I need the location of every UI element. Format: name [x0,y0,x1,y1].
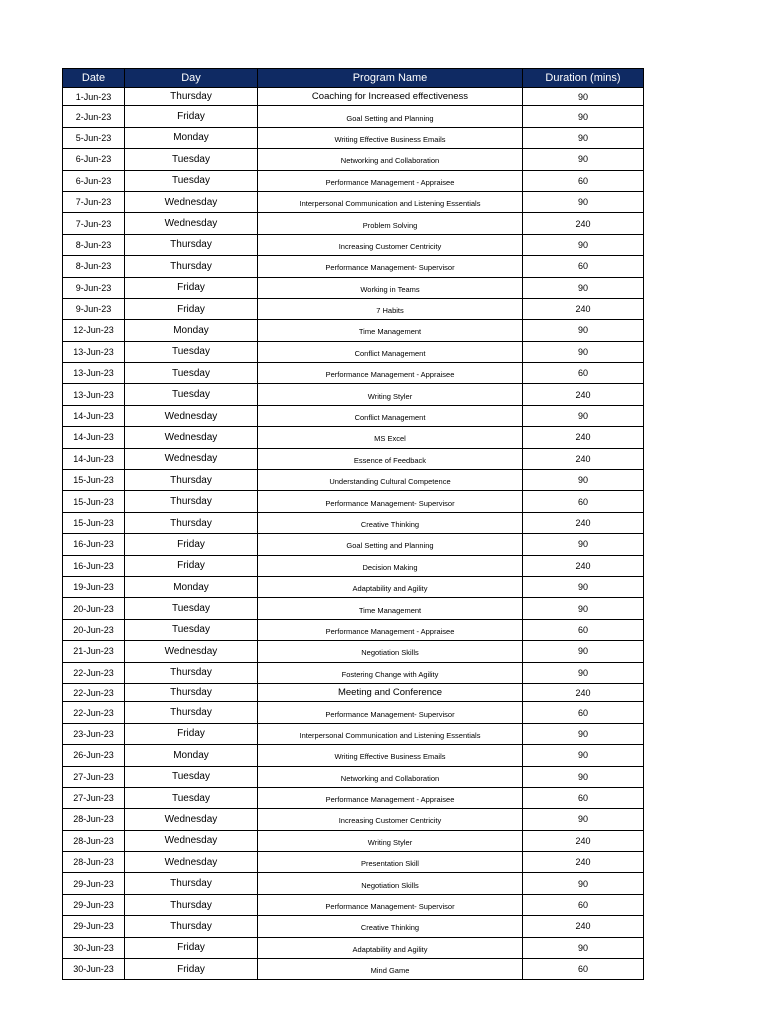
duration-cell: 60 [523,256,644,277]
day-cell: Wednesday [125,448,258,469]
duration-cell: 90 [523,641,644,662]
table-row [63,619,644,640]
date-cell: 20-Jun-23 [63,619,125,640]
day-cell: Friday [125,555,258,576]
day-cell: Thursday [125,491,258,512]
table-row [63,512,644,533]
date-cell: 23-Jun-23 [63,723,125,744]
program-name-cell: Goal Setting and Planning [258,106,523,127]
table-row [63,555,644,576]
date-cell: 15-Jun-23 [63,512,125,533]
date-cell: 6-Jun-23 [63,149,125,170]
program-name-cell: Performance Management- Supervisor [258,256,523,277]
table-row [63,852,644,873]
program-name-cell: MS Excel [258,427,523,448]
duration-cell: 240 [523,683,644,701]
day-cell: Wednesday [125,830,258,851]
program-name-cell: Performance Management- Supervisor [258,894,523,915]
table-row [63,598,644,619]
program-name-cell: Adaptability and Agility [258,937,523,958]
date-cell: 20-Jun-23 [63,598,125,619]
date-cell: 6-Jun-23 [63,170,125,191]
table-row [63,830,644,851]
table-row [63,576,644,597]
date-cell: 22-Jun-23 [63,683,125,701]
training-schedule-table [62,68,644,980]
program-name-cell: Decision Making [258,555,523,576]
table-row [63,766,644,787]
date-cell: 19-Jun-23 [63,576,125,597]
program-name-cell: Problem Solving [258,213,523,234]
date-cell: 29-Jun-23 [63,916,125,937]
day-cell: Thursday [125,683,258,701]
date-cell: 8-Jun-23 [63,256,125,277]
duration-cell: 90 [523,598,644,619]
program-name-cell: Presentation Skill [258,852,523,873]
duration-cell: 90 [523,873,644,894]
table-row [63,662,644,683]
duration-cell: 60 [523,363,644,384]
day-cell: Friday [125,534,258,555]
day-cell: Tuesday [125,363,258,384]
table-row [63,341,644,362]
table-row [63,641,644,662]
duration-cell: 240 [523,512,644,533]
day-cell: Wednesday [125,427,258,448]
program-name-cell: Interpersonal Communication and Listening Essentials [258,723,523,744]
table-row [63,106,644,127]
program-name-cell: Meeting and Conference [258,683,523,701]
program-name-cell: Negotiation Skills [258,641,523,662]
date-cell: 28-Jun-23 [63,809,125,830]
date-cell: 29-Jun-23 [63,894,125,915]
day-cell: Wednesday [125,809,258,830]
date-cell: 30-Jun-23 [63,959,125,980]
table-row [63,127,644,148]
date-cell: 9-Jun-23 [63,298,125,319]
program-name-cell: Networking and Collaboration [258,149,523,170]
day-cell: Thursday [125,916,258,937]
table-row [63,149,644,170]
table-row [63,894,644,915]
day-cell: Friday [125,723,258,744]
program-name-cell: Essence of Feedback [258,448,523,469]
table-row [63,787,644,808]
duration-cell: 60 [523,787,644,808]
date-cell: 12-Jun-23 [63,320,125,341]
date-cell: 16-Jun-23 [63,534,125,555]
duration-cell: 240 [523,213,644,234]
table-row [63,745,644,766]
date-cell: 7-Jun-23 [63,191,125,212]
duration-cell: 90 [523,234,644,255]
date-cell: 16-Jun-23 [63,555,125,576]
duration-cell: 90 [523,937,644,958]
duration-cell: 240 [523,830,644,851]
duration-cell: 240 [523,448,644,469]
day-cell: Monday [125,320,258,341]
duration-cell: 240 [523,916,644,937]
date-cell: 29-Jun-23 [63,873,125,894]
day-column-header: Day [125,69,258,88]
program-name-cell: Increasing Customer Centricity [258,234,523,255]
day-cell: Thursday [125,512,258,533]
date-cell: 22-Jun-23 [63,702,125,723]
program-name-cell: Performance Management- Supervisor [258,702,523,723]
table-row [63,470,644,491]
date-cell: 8-Jun-23 [63,234,125,255]
duration-cell: 90 [523,88,644,106]
table-row [63,959,644,980]
day-cell: Wednesday [125,213,258,234]
day-cell: Wednesday [125,641,258,662]
table-row [63,702,644,723]
program-name-cell: Understanding Cultural Competence [258,470,523,491]
program-name-cell: Performance Management- Supervisor [258,491,523,512]
day-cell: Thursday [125,256,258,277]
table-row [63,213,644,234]
program-name-cell: Interpersonal Communication and Listening Essentials [258,191,523,212]
day-cell: Tuesday [125,766,258,787]
day-cell: Thursday [125,470,258,491]
program-name-cell: Fostering Change with Agility [258,662,523,683]
duration-cell: 90 [523,470,644,491]
table-row [63,916,644,937]
table-row [63,534,644,555]
table-row [63,405,644,426]
duration-cell: 240 [523,384,644,405]
duration-cell: 60 [523,959,644,980]
duration-cell: 90 [523,766,644,787]
program-name-cell: Increasing Customer Centricity [258,809,523,830]
day-cell: Friday [125,959,258,980]
day-cell: Wednesday [125,852,258,873]
day-cell: Tuesday [125,170,258,191]
duration-cell: 240 [523,852,644,873]
date-cell: 21-Jun-23 [63,641,125,662]
duration-cell: 90 [523,576,644,597]
day-cell: Friday [125,277,258,298]
table-row [63,809,644,830]
table-row [63,256,644,277]
duration-cell: 90 [523,320,644,341]
duration-cell: 90 [523,405,644,426]
program-name-cell: Conflict Management [258,405,523,426]
day-cell: Thursday [125,88,258,106]
date-cell: 13-Jun-23 [63,384,125,405]
duration-column-header: Duration (mins) [523,69,644,88]
program-name-cell: Performance Management - Appraisee [258,170,523,191]
duration-cell: 90 [523,745,644,766]
program-name-column-header: Program Name [258,69,523,88]
duration-cell: 90 [523,534,644,555]
duration-cell: 60 [523,619,644,640]
duration-cell: 90 [523,723,644,744]
program-name-cell: Goal Setting and Planning [258,534,523,555]
duration-cell: 90 [523,191,644,212]
day-cell: Thursday [125,662,258,683]
day-cell: Thursday [125,702,258,723]
day-cell: Tuesday [125,341,258,362]
duration-cell: 240 [523,298,644,319]
program-name-cell: Writing Styler [258,384,523,405]
program-name-cell: Networking and Collaboration [258,766,523,787]
program-name-cell: Coaching for Increased effectiveness [258,88,523,106]
program-name-cell: Working in Teams [258,277,523,298]
day-cell: Wednesday [125,191,258,212]
program-name-cell: Performance Management - Appraisee [258,363,523,384]
table-body [63,88,644,980]
duration-cell: 90 [523,149,644,170]
table-row [63,937,644,958]
date-cell: 27-Jun-23 [63,787,125,808]
program-name-cell: Mind Game [258,959,523,980]
date-cell: 15-Jun-23 [63,470,125,491]
date-cell: 13-Jun-23 [63,341,125,362]
date-cell: 28-Jun-23 [63,830,125,851]
program-name-cell: 7 Habits [258,298,523,319]
duration-cell: 60 [523,170,644,191]
date-cell: 5-Jun-23 [63,127,125,148]
day-cell: Tuesday [125,619,258,640]
program-name-cell: Writing Effective Business Emails [258,745,523,766]
table-row [63,298,644,319]
duration-cell: 90 [523,106,644,127]
table-row [63,873,644,894]
day-cell: Tuesday [125,598,258,619]
duration-cell: 90 [523,277,644,298]
date-cell: 15-Jun-23 [63,491,125,512]
program-name-cell: Time Management [258,598,523,619]
duration-cell: 60 [523,894,644,915]
table-row [63,384,644,405]
table-row [63,491,644,512]
date-cell: 14-Jun-23 [63,448,125,469]
table-row [63,683,644,701]
date-cell: 1-Jun-23 [63,88,125,106]
date-cell: 30-Jun-23 [63,937,125,958]
day-cell: Friday [125,298,258,319]
date-cell: 7-Jun-23 [63,213,125,234]
program-name-cell: Time Management [258,320,523,341]
day-cell: Monday [125,127,258,148]
date-column-header: Date [63,69,125,88]
table-row [63,88,644,106]
date-cell: 14-Jun-23 [63,405,125,426]
program-name-cell: Creative Thinking [258,512,523,533]
table-row [63,320,644,341]
table-row [63,234,644,255]
date-cell: 13-Jun-23 [63,363,125,384]
date-cell: 9-Jun-23 [63,277,125,298]
table-row [63,427,644,448]
day-cell: Thursday [125,873,258,894]
table-row [63,448,644,469]
day-cell: Friday [125,937,258,958]
program-name-cell: Writing Styler [258,830,523,851]
date-cell: 26-Jun-23 [63,745,125,766]
program-name-cell: Adaptability and Agility [258,576,523,597]
date-cell: 27-Jun-23 [63,766,125,787]
day-cell: Thursday [125,894,258,915]
duration-cell: 240 [523,427,644,448]
program-name-cell: Negotiation Skills [258,873,523,894]
training-schedule-sheet [62,68,643,980]
duration-cell: 90 [523,341,644,362]
table-row [63,170,644,191]
table-header-row [63,69,644,88]
day-cell: Tuesday [125,149,258,170]
duration-cell: 240 [523,555,644,576]
date-cell: 2-Jun-23 [63,106,125,127]
date-cell: 22-Jun-23 [63,662,125,683]
table-row [63,191,644,212]
date-cell: 28-Jun-23 [63,852,125,873]
program-name-cell: Performance Management - Appraisee [258,787,523,808]
day-cell: Friday [125,106,258,127]
duration-cell: 60 [523,491,644,512]
date-cell: 14-Jun-23 [63,427,125,448]
program-name-cell: Conflict Management [258,341,523,362]
day-cell: Monday [125,576,258,597]
duration-cell: 90 [523,809,644,830]
program-name-cell: Creative Thinking [258,916,523,937]
day-cell: Monday [125,745,258,766]
day-cell: Thursday [125,234,258,255]
duration-cell: 90 [523,662,644,683]
duration-cell: 60 [523,702,644,723]
day-cell: Tuesday [125,787,258,808]
table-row [63,277,644,298]
program-name-cell: Writing Effective Business Emails [258,127,523,148]
duration-cell: 90 [523,127,644,148]
table-row [63,363,644,384]
program-name-cell: Performance Management - Appraisee [258,619,523,640]
day-cell: Tuesday [125,384,258,405]
table-row [63,723,644,744]
day-cell: Wednesday [125,405,258,426]
